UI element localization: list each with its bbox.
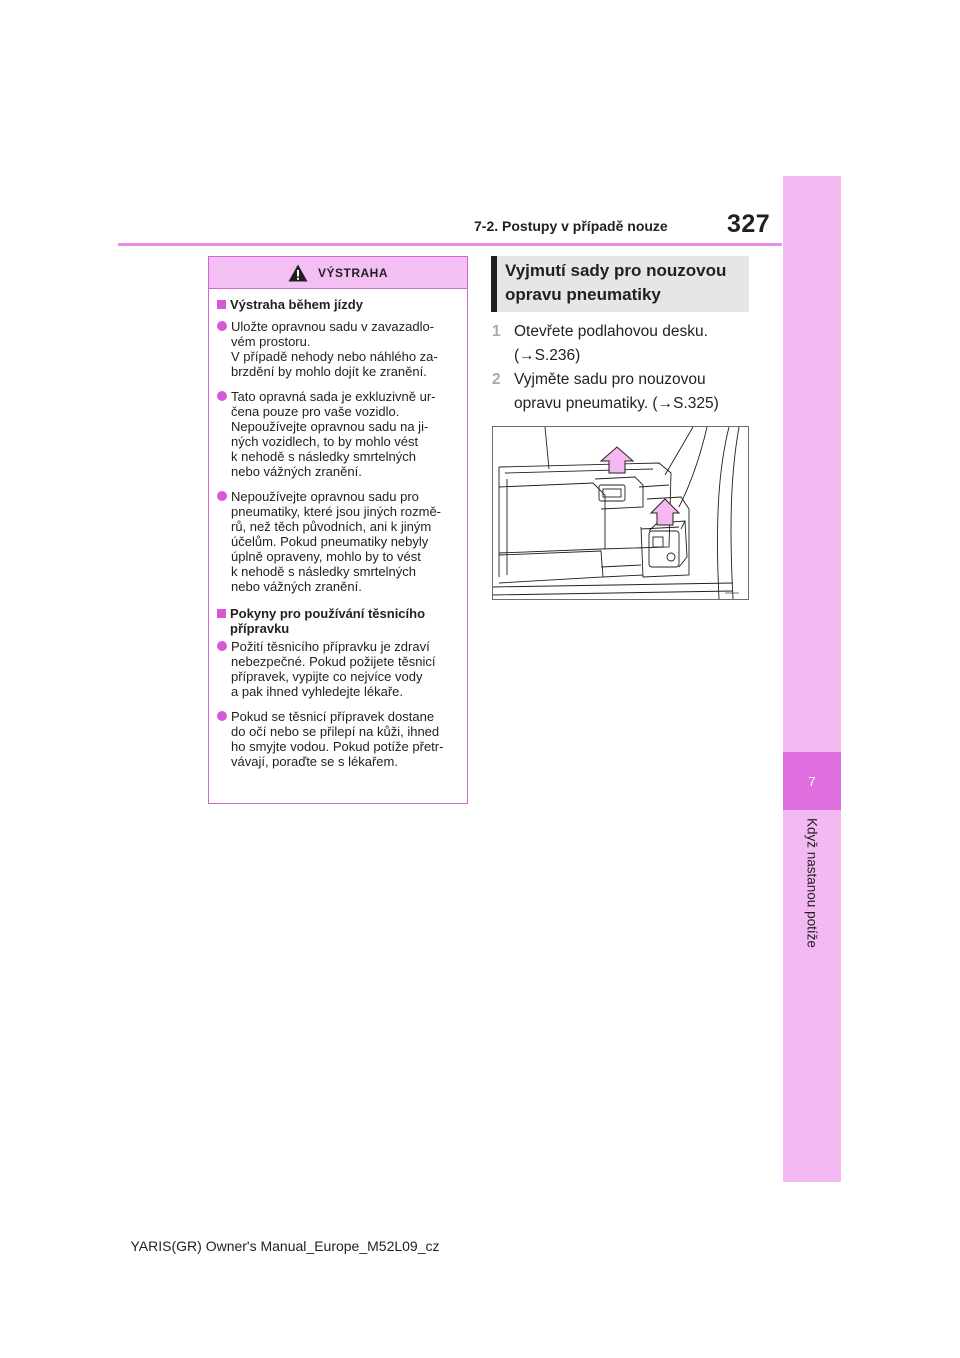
warning-section-title: Výstraha během jízdy [217, 297, 459, 312]
footer-text: YARIS(GR) Owner's Manual_Europe_M52L09_cz [130, 1238, 440, 1254]
upward-arrow-icon [601, 447, 633, 473]
trunk-drawing [493, 427, 748, 599]
round-bullet-icon [217, 321, 227, 331]
warning-item: Požití těsnicího přípravku je zdraví nebezpečné. Pokud požijete těsnicí přípravek, vypijte co nejvíce vody a pak ihned vyhledejte lékaře. [217, 639, 459, 699]
page-number: 327 [727, 210, 771, 238]
chapter-tab [783, 752, 841, 810]
warning-header [209, 257, 467, 289]
warning-item: Tato opravná sada je exkluzivně ur- čena pouze pro vaše vozidlo. Nepoužívejte opravnou sadu na ji- ných vozidlech, to by mohlo vést k nehodě s následky smrtelných nebo vážných zranění. [217, 389, 459, 479]
round-bullet-icon [217, 391, 227, 401]
chapter-title-vertical [783, 810, 841, 990]
warning-section-title: Pokyny pro používání těsnicího přípravku [217, 606, 459, 636]
round-bullet-icon [217, 641, 227, 651]
square-bullet-icon [217, 609, 226, 618]
step-text: Vyjměte sadu pro nouzovou opravu pneumatiky. (→S.325) [514, 371, 719, 412]
square-bullet-icon [217, 300, 226, 309]
step-2 [492, 368, 719, 416]
warning-body [209, 289, 467, 769]
warning-item: Pokud se těsnicí přípravek dostane do očí nebo se přilepí na kůži, ihned ho smyjte vodou. Pokud potíže přetr- vávají, poraďte se s lékařem. [217, 709, 459, 769]
chapter-title: Když nastanou potíže [804, 818, 820, 948]
warning-box [208, 256, 468, 804]
step-number: 1 [492, 323, 501, 340]
step-1 [492, 320, 708, 368]
chapter-number: 7 [808, 773, 816, 789]
footer [0, 1238, 960, 1254]
header-divider [118, 243, 782, 246]
warning-title: VÝSTRAHA [317, 265, 388, 280]
warning-item: Uložte opravnou sadu v zavazadlo- vém prostoru. V případě nehody nebo náhlého za- brzdění by mohlo dojít ke zranění. [217, 319, 459, 379]
warning-item: Nepoužívejte opravnou sadu pro pneumatiky, které jsou jiných rozmě- rů, než těch původních, ani k jiným účelům. Pokud pneumatiky nebyly úplně opraveny, mohlo by to vést k nehodě s následky smrtelných nebo vážných zranění. [217, 489, 459, 594]
round-bullet-icon [217, 711, 227, 721]
upward-arrow-icon [651, 499, 679, 525]
step-text: Otevřete podlahovou desku. (→S.236) [514, 323, 708, 364]
round-bullet-icon [217, 491, 227, 501]
warning-triangle-icon [288, 264, 308, 282]
section-header-title: 7-2. Postupy v případě nouze [474, 218, 668, 234]
step-number: 2 [492, 371, 501, 388]
side-tab-strip [783, 176, 841, 1182]
section-heading: Vyjmutí sady pro nouzovou opravu pneumatiky [491, 256, 749, 312]
repair-kit-illustration [492, 426, 749, 600]
